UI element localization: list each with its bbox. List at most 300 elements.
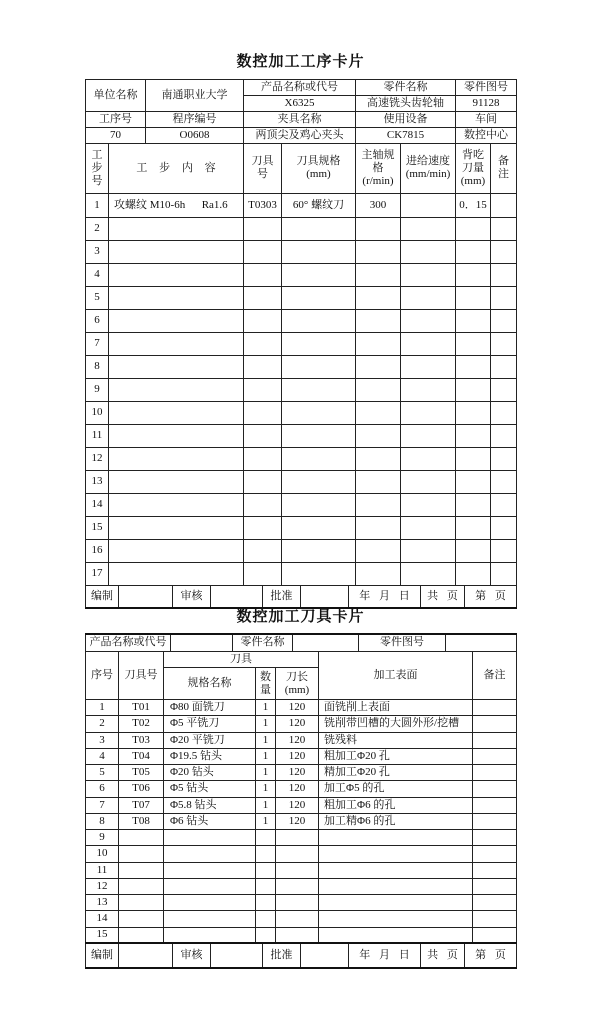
tool-no-cell bbox=[119, 911, 164, 927]
quantity-cell: 1 bbox=[256, 748, 276, 764]
process-step-row bbox=[86, 516, 517, 539]
step-content-cell bbox=[109, 355, 244, 378]
tool-length-cell bbox=[276, 862, 319, 878]
feed-rate-cell bbox=[401, 309, 456, 332]
tool-no-cell bbox=[244, 493, 282, 516]
operation-no-value: 70 bbox=[86, 128, 146, 144]
tool-no-cell bbox=[119, 878, 164, 894]
remark-cell bbox=[473, 716, 517, 732]
process-step-row bbox=[86, 193, 517, 217]
tool-no-cell bbox=[119, 862, 164, 878]
spindle-speed-cell bbox=[356, 493, 401, 516]
process-step-row bbox=[86, 470, 517, 493]
quantity-cell bbox=[256, 895, 276, 911]
cut-depth-cell: 0．15 bbox=[456, 193, 491, 217]
cut-depth-cell bbox=[456, 332, 491, 355]
tool-spec-cell: 60° 螺纹刀 bbox=[282, 193, 356, 217]
tool-length-cell bbox=[276, 911, 319, 927]
step-content-cell bbox=[109, 470, 244, 493]
spec-name-cell: Φ20 钻头 bbox=[164, 765, 256, 781]
program-no-label: 程序编号 bbox=[146, 112, 244, 128]
tool-row bbox=[86, 700, 517, 716]
step-no-cell: 14 bbox=[86, 493, 109, 516]
tool-no-cell: T03 bbox=[119, 732, 164, 748]
cut-depth-cell bbox=[456, 562, 491, 585]
tool-spec-cell bbox=[282, 470, 356, 493]
step-content-header: 工 步 内 容 bbox=[109, 144, 244, 193]
process-steps-table bbox=[85, 144, 517, 586]
step-no-cell: 11 bbox=[86, 424, 109, 447]
product-code-label: 产品名称或代号 bbox=[86, 634, 171, 651]
process-step-row bbox=[86, 378, 517, 401]
spindle-speed-cell bbox=[356, 424, 401, 447]
spindle-speed-header: 主轴规 格 (r/min) bbox=[356, 144, 401, 193]
process-step-row bbox=[86, 263, 517, 286]
tool-length-cell: 120 bbox=[276, 732, 319, 748]
tool-length-cell: 120 bbox=[276, 797, 319, 813]
seq-cell: 4 bbox=[86, 748, 119, 764]
spec-name-cell: Φ80 面铣刀 bbox=[164, 700, 256, 716]
tool-length-cell: 120 bbox=[276, 765, 319, 781]
seq-cell: 13 bbox=[86, 895, 119, 911]
part-drawing-no-value: 91128 bbox=[456, 96, 517, 112]
process-info-table bbox=[85, 79, 517, 144]
prepared-by-label: 编制 bbox=[86, 586, 119, 608]
remark-cell bbox=[473, 700, 517, 716]
tool-length-cell bbox=[276, 895, 319, 911]
program-no-value: O0608 bbox=[146, 128, 244, 144]
quantity-cell: 1 bbox=[256, 765, 276, 781]
tool-spec-cell bbox=[282, 355, 356, 378]
tool-length-cell: 120 bbox=[276, 781, 319, 797]
tool-no-cell bbox=[244, 217, 282, 240]
step-content-cell bbox=[109, 309, 244, 332]
unit-name-value: 南通职业大学 bbox=[146, 80, 244, 112]
remark-cell bbox=[473, 862, 517, 878]
page-number-field: 第 页 bbox=[465, 586, 517, 608]
quantity-cell bbox=[256, 846, 276, 862]
tool-no-cell: T05 bbox=[119, 765, 164, 781]
tool-row bbox=[86, 830, 517, 846]
machined-surface-cell bbox=[319, 878, 473, 894]
seq-cell: 12 bbox=[86, 878, 119, 894]
step-content-cell bbox=[109, 263, 244, 286]
tool-no-cell bbox=[119, 895, 164, 911]
spindle-speed-cell bbox=[356, 332, 401, 355]
tool-row bbox=[86, 748, 517, 764]
quantity-cell bbox=[256, 862, 276, 878]
machined-surface-cell: 面铣削上表面 bbox=[319, 700, 473, 716]
reviewed-by-value bbox=[211, 586, 263, 608]
tool-row bbox=[86, 862, 517, 878]
spec-name-cell bbox=[164, 927, 256, 943]
remark-cell bbox=[473, 830, 517, 846]
quantity-cell: 1 bbox=[256, 781, 276, 797]
seq-cell: 6 bbox=[86, 781, 119, 797]
seq-cell: 1 bbox=[86, 700, 119, 716]
reviewed-by-value bbox=[211, 944, 263, 968]
feed-rate-cell bbox=[401, 193, 456, 217]
remark-cell bbox=[473, 813, 517, 829]
tool-no-cell bbox=[119, 927, 164, 943]
spindle-speed-cell bbox=[356, 240, 401, 263]
feed-rate-cell bbox=[401, 493, 456, 516]
tool-row bbox=[86, 781, 517, 797]
tool-no-cell bbox=[244, 263, 282, 286]
remark-cell bbox=[491, 355, 517, 378]
remark-cell bbox=[491, 286, 517, 309]
remark-cell bbox=[491, 332, 517, 355]
quantity-cell: 1 bbox=[256, 813, 276, 829]
tool-length-cell bbox=[276, 878, 319, 894]
quantity-cell: 1 bbox=[256, 716, 276, 732]
step-no-header: 工 步 号 bbox=[86, 144, 109, 193]
remark-cell bbox=[473, 748, 517, 764]
fixture-name-label: 夹具名称 bbox=[244, 112, 356, 128]
feed-rate-cell bbox=[401, 217, 456, 240]
quantity-cell bbox=[256, 830, 276, 846]
spec-name-cell: Φ5.8 钻头 bbox=[164, 797, 256, 813]
tool-length-cell: 120 bbox=[276, 748, 319, 764]
remark-cell bbox=[491, 493, 517, 516]
tool-length-cell: 120 bbox=[276, 700, 319, 716]
reviewed-by-label: 审核 bbox=[173, 944, 211, 968]
step-no-cell: 13 bbox=[86, 470, 109, 493]
tool-no-cell: T02 bbox=[119, 716, 164, 732]
feed-rate-cell bbox=[401, 332, 456, 355]
remark-cell bbox=[491, 539, 517, 562]
seq-cell: 2 bbox=[86, 716, 119, 732]
step-no-cell: 5 bbox=[86, 286, 109, 309]
tool-no-cell bbox=[244, 424, 282, 447]
seq-header: 序号 bbox=[86, 652, 119, 700]
tool-row bbox=[86, 878, 517, 894]
spec-name-cell: Φ6 钻头 bbox=[164, 813, 256, 829]
process-step-row bbox=[86, 562, 517, 585]
quantity-cell bbox=[256, 878, 276, 894]
tool-spec-cell bbox=[282, 332, 356, 355]
tool-row bbox=[86, 813, 517, 829]
part-name-value: 高速铣头齿轮轴 bbox=[356, 96, 456, 112]
date-field: 年 月 日 bbox=[349, 586, 421, 608]
step-no-cell: 17 bbox=[86, 562, 109, 585]
cut-depth-cell bbox=[456, 263, 491, 286]
cut-depth-cell bbox=[456, 539, 491, 562]
remark-cell bbox=[491, 424, 517, 447]
step-no-cell: 12 bbox=[86, 447, 109, 470]
step-no-cell: 2 bbox=[86, 217, 109, 240]
quantity-header: 数 量 bbox=[256, 668, 276, 700]
tool-length-cell: 120 bbox=[276, 813, 319, 829]
spindle-speed-cell bbox=[356, 355, 401, 378]
quantity-cell: 1 bbox=[256, 700, 276, 716]
process-card-title: 数控加工工序卡片 bbox=[236, 54, 365, 70]
step-content-cell bbox=[109, 424, 244, 447]
feed-rate-header: 进给速度 (mm/min) bbox=[401, 144, 456, 193]
part-name-value bbox=[293, 634, 359, 651]
equipment-value: CK7815 bbox=[356, 128, 456, 144]
cut-depth-cell bbox=[456, 217, 491, 240]
process-step-row bbox=[86, 286, 517, 309]
reviewed-by-label: 审核 bbox=[173, 586, 211, 608]
tool-length-cell bbox=[276, 846, 319, 862]
feed-rate-cell bbox=[401, 378, 456, 401]
tool-no-cell bbox=[244, 516, 282, 539]
spindle-speed-cell bbox=[356, 447, 401, 470]
remark-cell bbox=[491, 217, 517, 240]
cut-depth-cell bbox=[456, 355, 491, 378]
step-content-cell bbox=[109, 286, 244, 309]
feed-rate-cell bbox=[401, 263, 456, 286]
remark-cell bbox=[473, 846, 517, 862]
spindle-speed-cell bbox=[356, 401, 401, 424]
machined-surface-cell bbox=[319, 846, 473, 862]
feed-rate-cell bbox=[401, 516, 456, 539]
machined-surface-cell bbox=[319, 911, 473, 927]
equipment-label: 使用设备 bbox=[356, 112, 456, 128]
remark-header: 备 注 bbox=[491, 144, 517, 193]
prepared-by-value bbox=[119, 944, 173, 968]
tool-no-cell bbox=[244, 378, 282, 401]
machined-surface-cell: 加工Φ5 的孔 bbox=[319, 781, 473, 797]
part-name-label: 零件名称 bbox=[233, 634, 293, 651]
remark-cell bbox=[473, 927, 517, 943]
step-content-cell bbox=[109, 378, 244, 401]
seq-cell: 7 bbox=[86, 797, 119, 813]
process-step-row bbox=[86, 355, 517, 378]
spec-name-header: 规格名称 bbox=[164, 668, 256, 700]
spec-name-cell: Φ19.5 钻头 bbox=[164, 748, 256, 764]
step-no-cell: 1 bbox=[86, 193, 109, 217]
seq-cell: 15 bbox=[86, 927, 119, 943]
process-step-row bbox=[86, 401, 517, 424]
tool-no-cell bbox=[244, 470, 282, 493]
step-no-cell: 10 bbox=[86, 401, 109, 424]
spec-name-cell bbox=[164, 846, 256, 862]
quantity-cell: 1 bbox=[256, 732, 276, 748]
remark-cell bbox=[491, 470, 517, 493]
feed-rate-cell bbox=[401, 286, 456, 309]
tool-row bbox=[86, 927, 517, 943]
remark-cell bbox=[473, 732, 517, 748]
step-content-cell bbox=[109, 401, 244, 424]
spindle-speed-cell bbox=[356, 286, 401, 309]
cut-depth-cell bbox=[456, 470, 491, 493]
workshop-value: 数控中心 bbox=[456, 128, 517, 144]
machined-surface-cell: 铣残料 bbox=[319, 732, 473, 748]
spindle-speed-cell bbox=[356, 378, 401, 401]
tool-card bbox=[85, 633, 516, 969]
machined-surface-cell: 粗加工Φ6 的孔 bbox=[319, 797, 473, 813]
product-code-value: X6325 bbox=[244, 96, 356, 112]
step-no-cell: 16 bbox=[86, 539, 109, 562]
process-step-row bbox=[86, 424, 517, 447]
quantity-cell: 1 bbox=[256, 797, 276, 813]
machined-surface-cell: 铣削带凹槽的大圆外形/挖槽 bbox=[319, 716, 473, 732]
remark-cell bbox=[491, 193, 517, 217]
tool-no-cell: T06 bbox=[119, 781, 164, 797]
seq-cell: 14 bbox=[86, 911, 119, 927]
process-step-row bbox=[86, 447, 517, 470]
cut-depth-cell bbox=[456, 424, 491, 447]
feed-rate-cell bbox=[401, 424, 456, 447]
feed-rate-cell bbox=[401, 447, 456, 470]
tool-no-cell: T0303 bbox=[244, 193, 282, 217]
tool-spec-cell bbox=[282, 309, 356, 332]
tool-no-cell bbox=[244, 447, 282, 470]
spindle-speed-cell bbox=[356, 539, 401, 562]
seq-cell: 11 bbox=[86, 862, 119, 878]
spindle-speed-cell: 300 bbox=[356, 193, 401, 217]
tool-row bbox=[86, 716, 517, 732]
product-code-value bbox=[171, 634, 233, 651]
feed-rate-cell bbox=[401, 562, 456, 585]
tool-spec-cell bbox=[282, 263, 356, 286]
step-content-cell bbox=[109, 516, 244, 539]
approved-by-label: 批准 bbox=[263, 944, 301, 968]
process-card bbox=[85, 79, 516, 609]
tool-no-cell: T07 bbox=[119, 797, 164, 813]
tool-no-cell bbox=[244, 309, 282, 332]
feed-rate-cell bbox=[401, 240, 456, 263]
remark-cell bbox=[491, 516, 517, 539]
tool-spec-cell bbox=[282, 286, 356, 309]
remark-cell bbox=[491, 263, 517, 286]
spindle-speed-cell bbox=[356, 309, 401, 332]
step-content-cell bbox=[109, 240, 244, 263]
step-no-cell: 15 bbox=[86, 516, 109, 539]
remark-cell bbox=[491, 447, 517, 470]
tool-spec-cell bbox=[282, 539, 356, 562]
prepared-by-value bbox=[119, 586, 173, 608]
process-card-footer bbox=[85, 586, 517, 609]
tool-spec-cell bbox=[282, 217, 356, 240]
tool-group-header: 刀具 bbox=[164, 652, 319, 668]
process-steps-header-row bbox=[86, 144, 517, 193]
approved-by-value bbox=[301, 586, 349, 608]
spec-name-cell bbox=[164, 862, 256, 878]
seq-cell: 9 bbox=[86, 830, 119, 846]
tool-no-header: 刀具 号 bbox=[244, 144, 282, 193]
tool-length-cell bbox=[276, 830, 319, 846]
part-drawing-no-value bbox=[446, 634, 517, 651]
approved-by-label: 批准 bbox=[263, 586, 301, 608]
remark-header: 备注 bbox=[473, 652, 517, 700]
tool-spec-cell bbox=[282, 562, 356, 585]
spec-name-cell: Φ20 平铣刀 bbox=[164, 732, 256, 748]
remark-cell bbox=[491, 562, 517, 585]
tool-no-cell: T08 bbox=[119, 813, 164, 829]
machined-surface-cell: 精加工Φ20 孔 bbox=[319, 765, 473, 781]
machined-surface-cell bbox=[319, 927, 473, 943]
total-pages-field: 共 页 bbox=[421, 586, 465, 608]
tool-no-cell bbox=[244, 401, 282, 424]
tool-list-table bbox=[85, 652, 517, 945]
tool-length-header: 刀长 (mm) bbox=[276, 668, 319, 700]
remark-cell bbox=[491, 378, 517, 401]
tool-spec-cell bbox=[282, 424, 356, 447]
process-step-row bbox=[86, 240, 517, 263]
tool-spec-cell bbox=[282, 493, 356, 516]
process-step-row bbox=[86, 332, 517, 355]
spec-name-cell bbox=[164, 895, 256, 911]
part-name-label: 零件名称 bbox=[356, 80, 456, 96]
step-content-cell bbox=[109, 493, 244, 516]
tool-no-cell bbox=[119, 846, 164, 862]
machined-surface-cell bbox=[319, 830, 473, 846]
quantity-cell bbox=[256, 927, 276, 943]
cut-depth-cell bbox=[456, 516, 491, 539]
tool-info-table bbox=[85, 633, 517, 652]
spec-name-cell: Φ5 平铣刀 bbox=[164, 716, 256, 732]
spec-name-cell: Φ5 钻头 bbox=[164, 781, 256, 797]
tool-no-cell bbox=[244, 240, 282, 263]
tool-no-cell bbox=[244, 562, 282, 585]
spec-name-cell bbox=[164, 878, 256, 894]
cut-depth-cell bbox=[456, 309, 491, 332]
page-number-field: 第 页 bbox=[465, 944, 517, 968]
cut-depth-cell bbox=[456, 286, 491, 309]
step-content-cell bbox=[109, 447, 244, 470]
step-content-cell bbox=[109, 217, 244, 240]
spindle-speed-cell bbox=[356, 263, 401, 286]
cut-depth-cell bbox=[456, 493, 491, 516]
spindle-speed-cell bbox=[356, 470, 401, 493]
remark-cell bbox=[473, 895, 517, 911]
tool-length-cell bbox=[276, 927, 319, 943]
spindle-speed-cell bbox=[356, 562, 401, 585]
tool-row bbox=[86, 797, 517, 813]
remark-cell bbox=[491, 240, 517, 263]
step-no-cell: 7 bbox=[86, 332, 109, 355]
machined-surface-cell: 加工精Φ6 的孔 bbox=[319, 813, 473, 829]
machined-surface-cell bbox=[319, 895, 473, 911]
machined-surface-cell bbox=[319, 862, 473, 878]
step-content-cell: 攻螺纹 M10-6h Ra1.6 bbox=[109, 193, 244, 217]
tool-length-cell: 120 bbox=[276, 716, 319, 732]
process-step-row bbox=[86, 217, 517, 240]
tool-spec-header: 刀具规格 (mm) bbox=[282, 144, 356, 193]
tool-no-cell bbox=[119, 830, 164, 846]
tool-header-row bbox=[86, 652, 517, 668]
step-no-cell: 8 bbox=[86, 355, 109, 378]
operation-no-label: 工序号 bbox=[86, 112, 146, 128]
step-content-cell bbox=[109, 332, 244, 355]
cut-depth-cell bbox=[456, 447, 491, 470]
process-step-row bbox=[86, 539, 517, 562]
tool-no-cell bbox=[244, 539, 282, 562]
tool-list-body bbox=[86, 700, 517, 944]
tool-no-header: 刀具号 bbox=[119, 652, 164, 700]
tool-row bbox=[86, 732, 517, 748]
step-no-cell: 6 bbox=[86, 309, 109, 332]
machined-surface-header: 加工表面 bbox=[319, 652, 473, 700]
approved-by-value bbox=[301, 944, 349, 968]
step-no-cell: 4 bbox=[86, 263, 109, 286]
spec-name-cell bbox=[164, 830, 256, 846]
tool-spec-cell bbox=[282, 447, 356, 470]
remark-cell bbox=[473, 797, 517, 813]
fixture-name-value: 两顶尖及鸡心夹头 bbox=[244, 128, 356, 144]
machined-surface-cell: 粗加工Φ20 孔 bbox=[319, 748, 473, 764]
total-pages-field: 共 页 bbox=[421, 944, 465, 968]
process-step-row bbox=[86, 309, 517, 332]
tool-spec-cell bbox=[282, 240, 356, 263]
tool-no-cell bbox=[244, 355, 282, 378]
unit-name-label: 单位名称 bbox=[86, 80, 146, 112]
product-code-label: 产品名称或代号 bbox=[244, 80, 356, 96]
tool-row bbox=[86, 846, 517, 862]
